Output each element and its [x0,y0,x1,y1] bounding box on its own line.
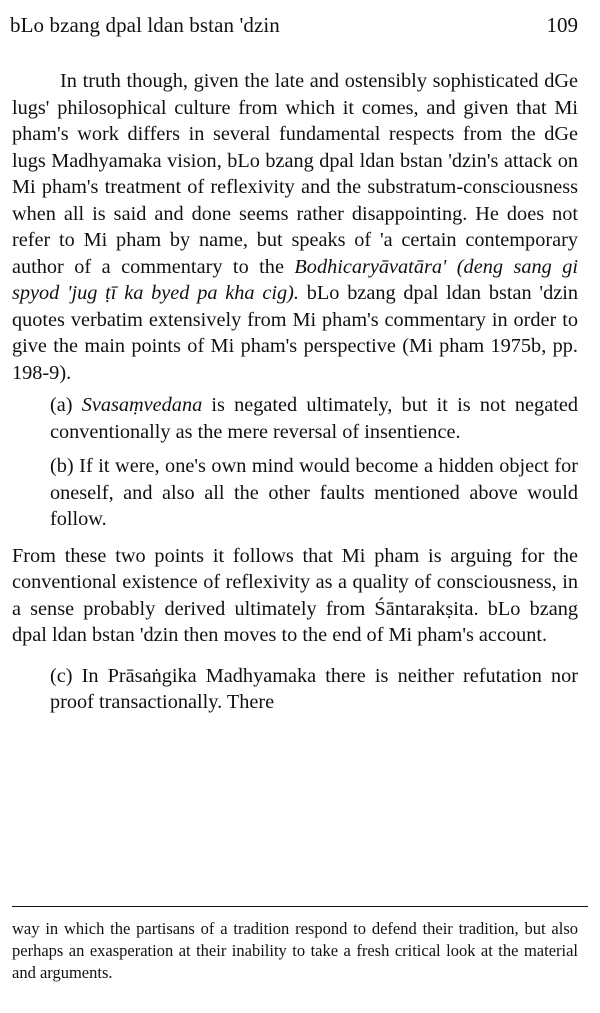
quote-b: (b) If it were, one's own mind would become a hidden object for oneself, and also all the other faults mentioned above would follow. [50,455,578,530]
paragraph-1-italic-title: Bodhicaryāvatāra' (deng sang gi spyod 'jug ṭī ka byed pa kha cig). [12,255,578,304]
running-head [10,10,578,40]
quote-a-italic-term: Svasaṃvedana [81,394,203,416]
paragraph-2: From these two points it follows that Mi pham is arguing for the conventional existence of reflexivity as a quality of consciousness, in a sense probably derived ultimately from Śāntarakṣita. bLo bzang dpal ldan bstan 'dzin then moves to the end of Mi pham's account. [12,544,578,646]
quote-a [50,392,578,445]
quote-c: (c) In Prāsaṅgika Madhyamaka there is neither refutation nor proof transactionally. There [50,664,578,713]
paragraph-1-text: In truth though, given the late and ostensibly sophisticated dGe lugs' philosophical culture from which it comes, and given that Mi pham's work differs in several fundamental respects from the dGe lugs Madhyamaka vision, bLo bzang dpal ldan bstan 'dzin's attack on Mi pham's treatment of reflexivity and the substratum-consciousness when all is said and done seems rather disappointing. He does not refer to Mi pham by name, but speaks of 'a certain contemporary author of a commentary to the [12,70,578,278]
paragraph-1 [12,68,578,386]
paragraph-1-text-end: bLo bzang dpal ldan bstan 'dzin quotes verbatim extensively from Mi pham's commentary in order to give the main points of Mi pham's perspective (Mi pham 1975b, pp. 198-9). [12,282,578,384]
body-text [12,68,578,716]
quote-a-text: is negated ultimately, but it is not negated conventionally as the mere reversal of insentience. [50,394,578,443]
footnote-divider [12,906,588,907]
running-title: bLo bzang dpal ldan bstan 'dzin [10,13,280,37]
page-number: 109 [546,13,578,37]
quote-a-marker: (a) [50,394,82,416]
footnote: way in which the partisans of a tradition respond to defend their tradition, but also perhaps an exasperation at their inability to take a fresh critical look at the material and arguments. [12,919,578,982]
